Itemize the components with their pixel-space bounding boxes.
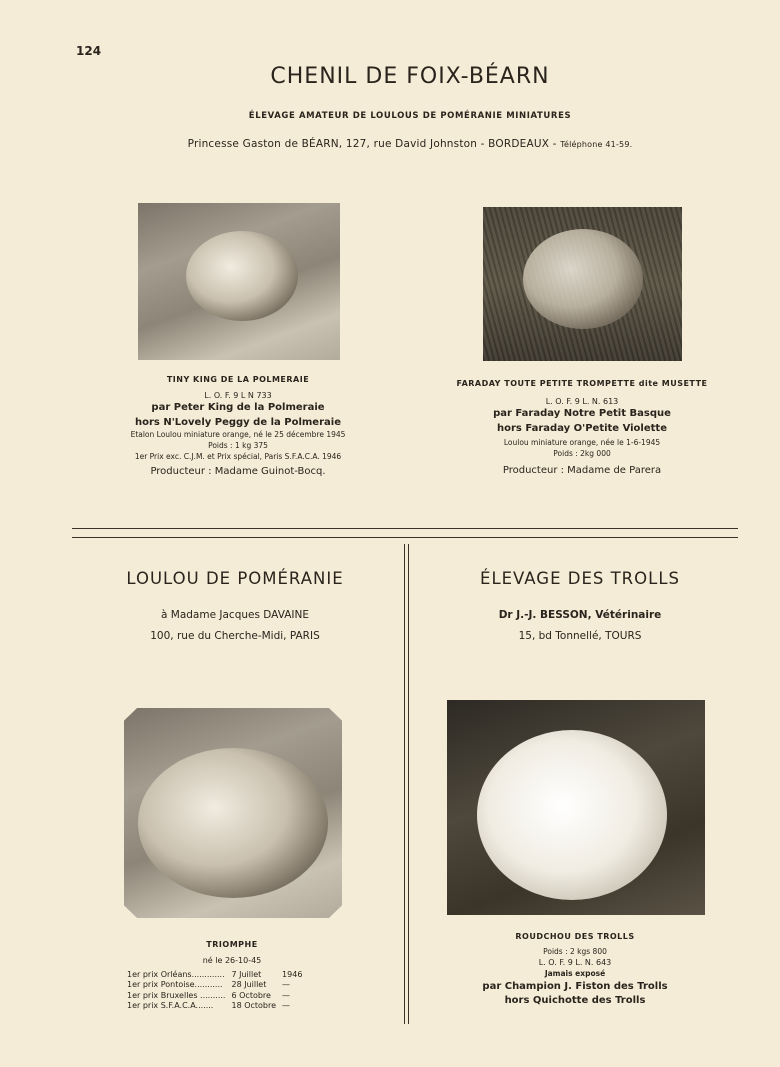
horizontal-rule (72, 528, 738, 529)
header-address (0, 138, 780, 150)
prize-name: 1er prix Bruxelles .......... (127, 990, 226, 1000)
page-subtitle: ÉLEVAGE AMATEUR DE LOULOUS DE POMÉRANIE MINIATURES (248, 111, 572, 121)
prize-year: — (282, 980, 291, 990)
address-text: Princesse Gaston de BÉARN, 127, rue David Johnston - BORDEAUX - (187, 138, 557, 150)
prize-date: 6 Octobre (231, 990, 271, 1000)
caption-roudchou (440, 931, 710, 1009)
telephone-text: Téléphone 41-59. (560, 140, 633, 149)
dog-figure (477, 730, 667, 900)
table-row (124, 1001, 305, 1011)
dog-figure (186, 231, 298, 321)
weight-line: Poids : 1 kg 375 (208, 441, 268, 451)
dog-figure (138, 748, 328, 898)
prizes-line: 1er Prix exc. C.J.M. et Prix spécial, Paris S.F.A.C.A. 1946 (134, 451, 342, 461)
dog-name: TRIOMPHE (206, 940, 258, 949)
description-line: Loulou miniature orange, née le 1-6-1945 (503, 438, 661, 448)
exposed-line: Jamais exposé (544, 969, 606, 979)
page-title: CHENIL DE FOIX-BÉARN (270, 64, 550, 89)
dog-figure (523, 229, 643, 329)
weight-line: Poids : 2kg 000 (553, 449, 611, 459)
dam-line: hors N'Lovely Peggy de la Polmeraie (135, 416, 341, 428)
prize-name: 1er prix Orléans............. (127, 970, 225, 979)
prize-year: 1946 (282, 970, 303, 979)
sire-line: par Peter King de la Polmeraie (151, 402, 325, 414)
address-line: 100, rue du Cherche-Midi, PARIS (150, 630, 320, 642)
caption-faraday (434, 378, 730, 478)
prize-year: — (282, 990, 291, 1000)
vertical-rule (404, 544, 405, 1024)
dam-line: hors Quichotte des Trolls (504, 995, 646, 1007)
birth-line: né le 26-10-45 (202, 955, 262, 965)
vertical-rule (408, 544, 409, 1024)
prize-year: — (282, 1001, 291, 1011)
weight-line: Poids : 2 kgs 800 (543, 946, 607, 956)
sire-line: par Faraday Notre Petit Basque (493, 408, 671, 420)
horizontal-rule (72, 537, 738, 538)
prize-date: 28 Juillet (231, 980, 267, 990)
dog-name: FARADAY TOUTE PETITE TROMPETTE dite MUSETTE (456, 379, 708, 388)
prize-date: 18 Octobre (231, 1001, 277, 1011)
section-title-trolls: ÉLEVAGE DES TROLLS (480, 569, 680, 588)
photo-triomphe (124, 708, 342, 918)
photo-roudchou (447, 700, 705, 915)
dog-name: ROUDCHOU DES TROLLS (515, 932, 635, 941)
table-row (124, 970, 305, 980)
lof-number: L. O. F. 9 L. N. 643 (538, 958, 612, 968)
sire-line: par Champion J. Fiston des Trolls (482, 980, 668, 992)
lof-number: L. O. F. 9 L. N. 613 (545, 396, 619, 406)
photo-tiny-king (138, 203, 340, 360)
prizes-table (124, 970, 305, 1012)
table-row (124, 991, 305, 1001)
caption-tiny-king (100, 374, 376, 479)
owner-line: Dr J.-J. BESSON, Vétérinaire (498, 609, 662, 621)
address-line: 15, bd Tonnellé, TOURS (518, 630, 642, 642)
prize-name: 1er prix S.F.A.C.A....... (127, 1001, 214, 1011)
prize-date: 7 Juillet (231, 970, 262, 979)
table-row (124, 980, 305, 990)
section-title-loulou: LOULOU DE POMÉRANIE (126, 569, 344, 588)
dam-line: hors Faraday O'Petite Violette (497, 422, 667, 434)
owner-line: à Madame Jacques DAVAINE (161, 609, 309, 621)
photo-faraday (483, 207, 682, 361)
producer-line: Producteur : Madame Guinot-Bocq. (150, 465, 326, 477)
lof-number: L. O. F. 9 L N 733 (204, 390, 272, 400)
dog-name: TINY KING DE LA POLMERAIE (166, 375, 310, 384)
prize-name: 1er prix Pontoise........... (127, 980, 223, 990)
producer-line: Producteur : Madame de Parera (502, 464, 662, 476)
description-line: Etalon Loulou miniature orange, né le 25 décembre 1945 (130, 430, 346, 440)
page-number: 124 (76, 44, 102, 58)
caption-triomphe (140, 939, 324, 966)
